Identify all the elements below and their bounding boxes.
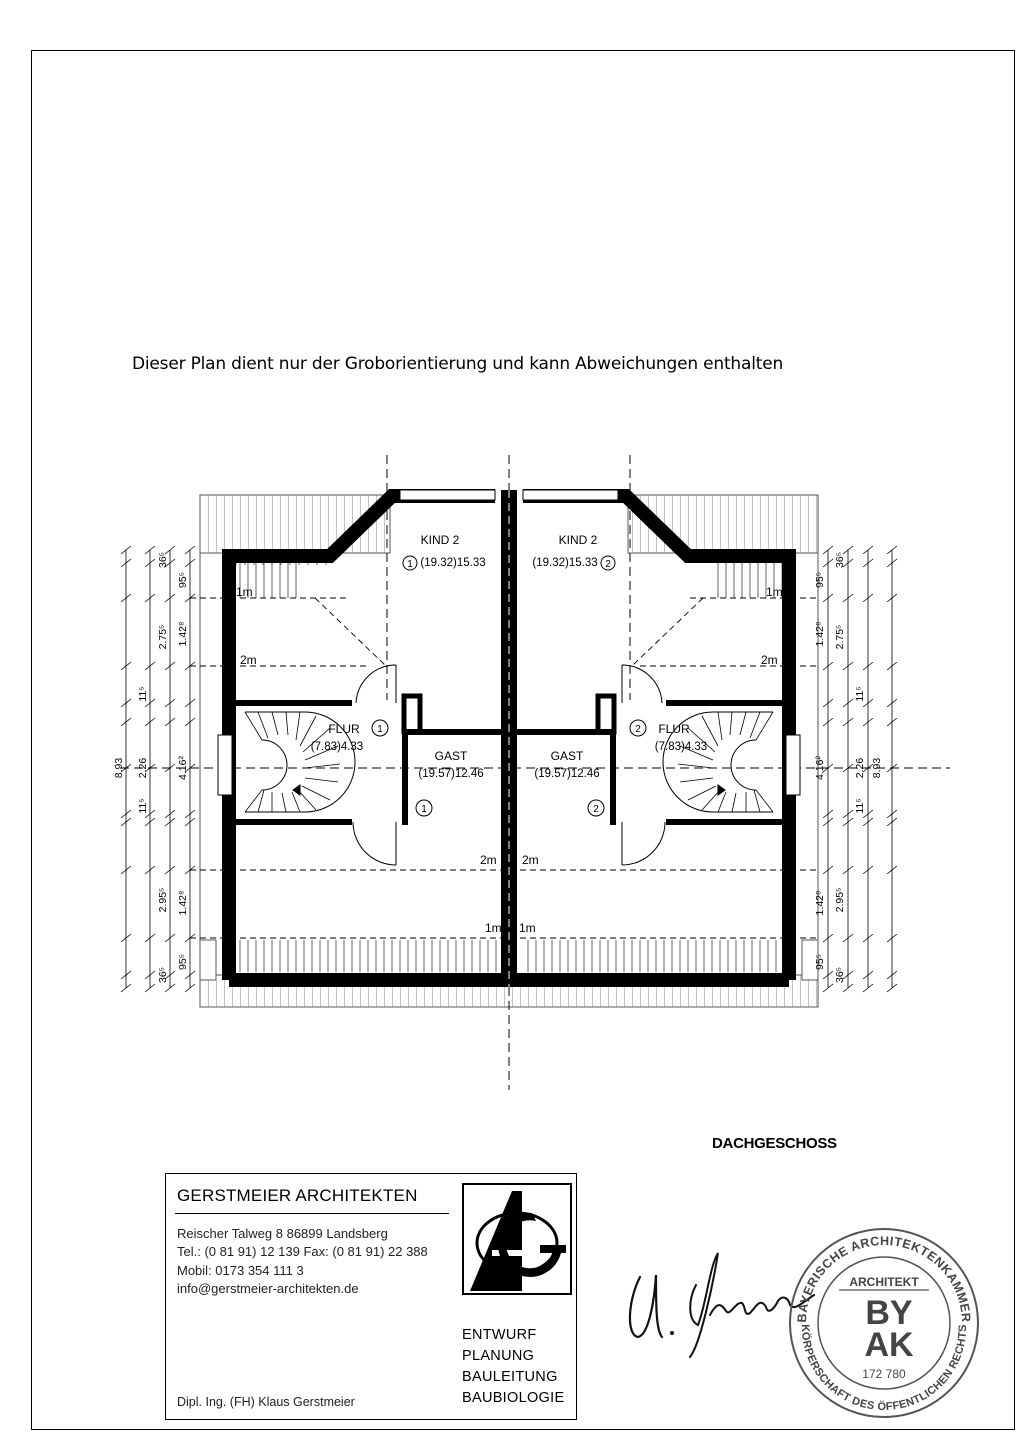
- room-name-flur-left: FLUR: [328, 722, 360, 736]
- dim-36-left-bot: 36⁵: [157, 966, 169, 984]
- plan-line: [296, 712, 300, 740]
- architect-name: Dipl. Ing. (FH) Klaus Gerstmeier: [177, 1395, 355, 1409]
- stamp-logo-bottom: AK: [864, 1326, 914, 1364]
- dim-226-left: 2.26: [137, 757, 149, 779]
- height-label-1m-br: 1m: [519, 921, 536, 935]
- service-4: BAUBIOLOGIE: [462, 1390, 565, 1406]
- room-area-gast-left: (19.57)12.46: [418, 768, 484, 780]
- dim-226-right: 2.26: [854, 757, 866, 779]
- dim-11-left-top: 11⁵: [137, 686, 149, 702]
- dim-total-left: 8.93: [113, 757, 125, 779]
- chamber-stamp: [784, 1218, 984, 1418]
- room-area-flur-left: (7.83)4.33: [310, 741, 364, 753]
- firm-logo-icon: [462, 1183, 572, 1295]
- unit-marker-gast-left: 1: [421, 804, 427, 815]
- plan-line: [750, 712, 760, 738]
- plan-line: [756, 790, 773, 812]
- plan-line: [718, 712, 722, 740]
- window-right: [786, 735, 800, 795]
- dim-142-left-bot: 1.42⁸: [177, 890, 189, 916]
- plan-line: [305, 778, 338, 782]
- unit-marker-kind-left: 1: [407, 559, 413, 570]
- service-2: PLANUNG: [462, 1348, 535, 1364]
- dim-95-right-bot: 95⁵: [814, 953, 826, 971]
- height-label-2m-bl: 2m: [480, 853, 497, 867]
- skylight-left: [400, 490, 495, 500]
- dim-416-right: 4.16²: [814, 756, 826, 780]
- disclaimer-text: Dieser Plan dient nur der Groborientierung und kann Abweichungen enthalten: [132, 354, 784, 374]
- dim-11-right-top: 11⁵: [854, 686, 866, 702]
- plan-line: [718, 792, 726, 812]
- dim-11-right-bot: 11⁵: [854, 798, 866, 814]
- room-area-kind-left: (19.32)15.33: [420, 557, 486, 569]
- dim-295-right: 2.95⁵: [834, 887, 846, 913]
- plan-line: [258, 712, 268, 738]
- stamp-ring-bottom: KÖRPERSCHAFT DES ÖFFENTLICHEN RECHTS: [798, 1324, 970, 1414]
- plan-line: [258, 790, 264, 812]
- plan-line: [688, 786, 716, 800]
- service-3: BAULEITUNG: [462, 1369, 558, 1385]
- plan-line: [292, 792, 300, 812]
- dim-142-right-bot: 1.42⁸: [814, 890, 826, 916]
- height-label-2m-br: 2m: [522, 853, 539, 867]
- firm-name: GERSTMEIER ARCHITEKTEN: [177, 1186, 418, 1205]
- dim-36-right-bot: 36⁵: [834, 966, 846, 984]
- plan-line: [730, 712, 732, 735]
- plan-line: [302, 786, 330, 800]
- dim-95-left-bot: 95⁵: [177, 953, 189, 971]
- room-name-flur-right: FLUR: [658, 722, 690, 736]
- dim-275-left: 2.75⁵: [157, 624, 169, 650]
- firm-divider: [175, 1213, 449, 1214]
- firm-phone: Tel.: (0 81 91) 12 139 Fax: (0 81 91) 22 388: [177, 1244, 428, 1259]
- firm-address: Reischer Talweg 8 86899 Landsberg: [177, 1226, 388, 1241]
- floor-title: DACHGESCHOSS: [712, 1135, 837, 1152]
- plan-line: [272, 712, 278, 735]
- dim-36-left-top: 36⁵: [157, 551, 169, 569]
- plan-line: [680, 778, 713, 782]
- dim-416-left: 4.16²: [177, 756, 189, 780]
- dim-95-left-top: 95⁵: [177, 571, 189, 589]
- room-name-kind-right: KIND 2: [558, 533, 598, 547]
- unit-marker-gast-right: 2: [593, 804, 599, 815]
- stamp-ring-top: BAYERISCHE ARCHITEKTENKAMMER: [794, 1233, 974, 1323]
- room-area-flur-right: (7.83)4.33: [654, 741, 708, 753]
- plan-line: [298, 790, 316, 810]
- plan-line: [678, 764, 713, 768]
- unit-marker-kind-right: 2: [605, 559, 611, 570]
- height-label-2m-tr: 2m: [761, 653, 778, 667]
- plan-line: [732, 793, 736, 812]
- plan-line: [754, 790, 760, 812]
- dim-95-right-top: 95⁵: [814, 571, 826, 589]
- plan-line: [282, 793, 286, 812]
- plan-line: [740, 712, 746, 735]
- title-block: [165, 1173, 577, 1420]
- room-name-gast-left: GAST: [434, 749, 468, 763]
- room-area-gast-right: (19.57)12.46: [534, 768, 600, 780]
- room-area-kind-right: (19.32)15.33: [532, 557, 598, 569]
- dim-36-right-top: 36⁵: [834, 551, 846, 569]
- dim-142-left-top: 1.42⁸: [177, 621, 189, 647]
- height-label-2m-tl: 2m: [240, 653, 257, 667]
- skylight-right: [523, 490, 618, 500]
- room-name-gast-right: GAST: [550, 749, 584, 763]
- stamp-role: ARCHITEKT: [849, 1275, 919, 1289]
- unit-marker-flur-right: 2: [635, 724, 641, 735]
- window-left: [218, 735, 232, 795]
- unit-marker-flur-left: 1: [377, 724, 383, 735]
- height-label-1m-tl: 1m: [236, 585, 253, 599]
- service-1: ENTWURF: [462, 1327, 537, 1343]
- room-name-kind-left: KIND 2: [420, 533, 460, 547]
- dim-275-right: 2.75⁵: [834, 624, 846, 650]
- firm-email: info@gerstmeier-architekten.de: [177, 1281, 359, 1296]
- height-label-1m-tr: 1m: [766, 585, 783, 599]
- dim-11-left-bot: 11⁵: [137, 798, 149, 814]
- dim-total-right: 8.93: [871, 757, 883, 779]
- height-label-1m-bl: 1m: [485, 921, 502, 935]
- stamp-number: 172 780: [862, 1367, 906, 1381]
- plan-line: [245, 790, 262, 812]
- plan-line: [702, 790, 720, 810]
- dim-295-left: 2.95⁵: [157, 887, 169, 913]
- stamp-logo-top: BY: [865, 1294, 913, 1332]
- firm-mobile: Mobil: 0173 354 111 3: [177, 1263, 304, 1278]
- plan-line: [305, 764, 340, 768]
- plan-line: [286, 712, 288, 735]
- dim-142-right-top: 1.42⁸: [814, 621, 826, 647]
